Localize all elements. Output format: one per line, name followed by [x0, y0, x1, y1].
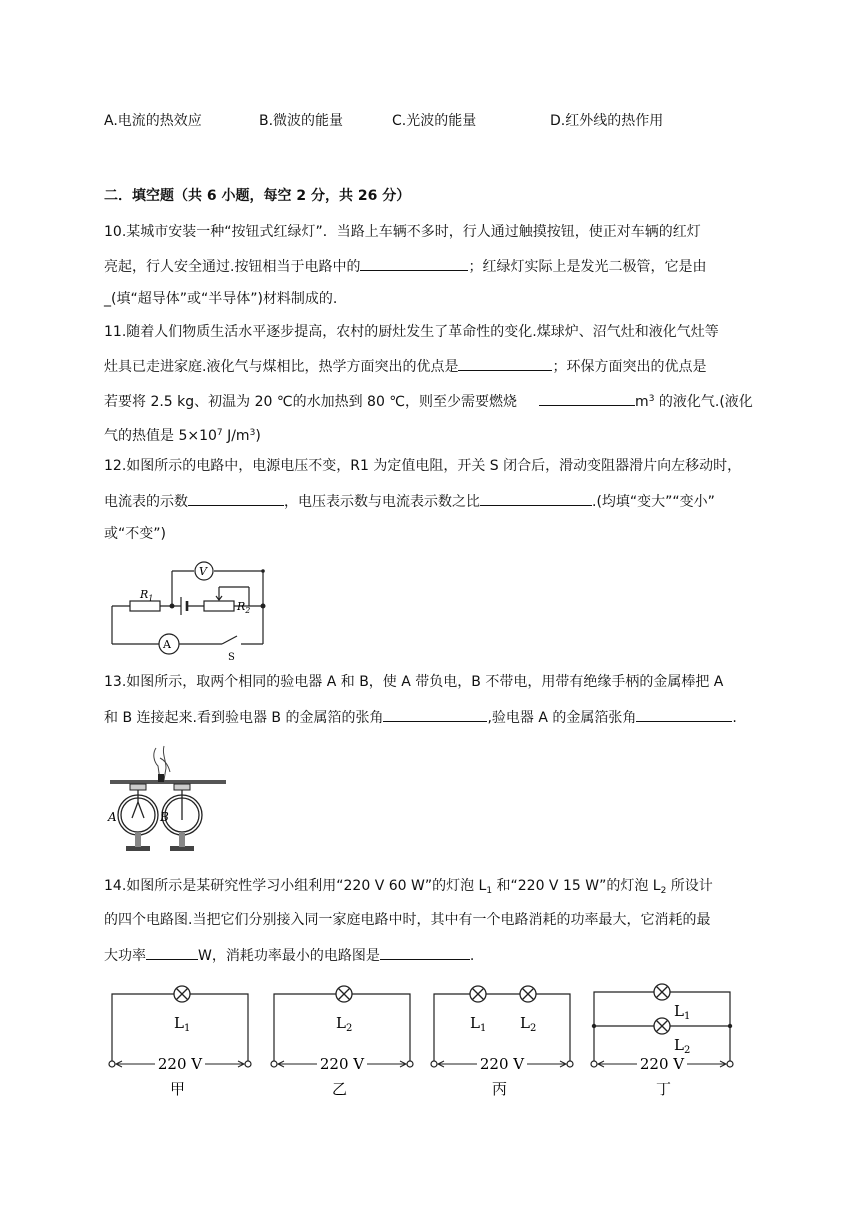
- circuit-jia: [109, 986, 251, 1098]
- bulb-l2-label: $L_2$: [674, 1036, 691, 1056]
- q14-text-b: 和“220 V 15 W”的灯泡 L: [492, 878, 661, 894]
- q12-line2: [104, 490, 715, 512]
- q11-text-e: 气的热值是 5×10: [104, 428, 217, 444]
- switch-label: S: [228, 652, 235, 663]
- q13-line1: 13.如图所示，取两个相同的验电器 A 和 B，使 A 带负电，B 不带电，用带有绝缘手柄的金属棒把 A: [104, 674, 724, 690]
- q12-circuit-figure: [104, 556, 274, 666]
- answer-blank[interactable]: [380, 944, 470, 960]
- answer-blank[interactable]: [360, 255, 468, 271]
- q11-line3: [104, 389, 753, 412]
- q10-text-b: ；红绿灯实际上是发光二极管，它是由: [468, 259, 707, 275]
- q14-text-f: .: [469, 948, 475, 964]
- q12-text-a: 电流表的示数: [104, 494, 188, 510]
- q11-text-d: 的液化气.(液化: [654, 394, 753, 410]
- answer-blank[interactable]: [480, 490, 592, 506]
- r1-label: $R_1$: [140, 588, 154, 603]
- electroscope-a-label: A: [108, 810, 117, 824]
- q14-text-a: 14.如图所示是某研究性学习小组利用“220 V 60 W”的灯泡 L: [104, 878, 487, 894]
- q10-line3: _(填“超导体”或“半导体”)材料制成的.: [104, 291, 338, 307]
- answer-blank[interactable]: [458, 355, 552, 371]
- q14-text-d: 大功率: [104, 948, 146, 964]
- option-c: C.光波的能量: [392, 113, 477, 129]
- q10-line2: [104, 255, 706, 277]
- answer-blank[interactable]: [383, 706, 487, 722]
- circuit-yi: [271, 986, 413, 1098]
- circuit-name: 丙: [492, 1080, 508, 1098]
- ammeter-label: A: [163, 638, 171, 651]
- q11-line4: [104, 423, 261, 446]
- q13-text-c: .: [732, 710, 737, 726]
- q11-text-b: ；环保方面突出的优点是: [552, 359, 707, 375]
- q11-line1: 11.随着人们物质生活水平逐步提高，农村的厨灶发生了革命性的变化.煤球炉、沼气灶和液化气灶等: [104, 324, 719, 340]
- bulb-l2-label: $L_2$: [336, 1014, 353, 1034]
- voltage-label: 220 V: [479, 1055, 525, 1073]
- q10-line1: 10.某城市安装一种“按钮式红绿灯”．当路上车辆不多时，行人通过触摸按钮，使正对车辆的红灯: [104, 224, 701, 240]
- q12-text-c: .(均填“变大”“变小”: [592, 494, 715, 510]
- q12-line3: 或“不变”): [104, 526, 166, 542]
- answer-blank[interactable]: [146, 944, 198, 960]
- bulb-l2-label: $L_2$: [520, 1014, 537, 1034]
- q14-text-c: 所设计: [666, 878, 713, 894]
- q11-text-g: ): [255, 428, 261, 444]
- voltage-label: 220 V: [319, 1055, 365, 1073]
- section-header: 二．填空题（共 6 小题，每空 2 分，共 26 分）: [104, 188, 411, 204]
- q13-text-a: 和 B 连接起来.看到验电器 B 的金属箔的张角: [104, 710, 384, 726]
- four-circuits-figure: [100, 976, 750, 1098]
- electroscope-b-label: B: [160, 810, 169, 824]
- answer-blank[interactable]: [636, 706, 732, 722]
- q13-line2: [104, 706, 737, 728]
- answer-blank[interactable]: [188, 490, 284, 506]
- q12-text-b: ，电压表示数与电流表示数之比: [284, 494, 480, 510]
- q13-text-b: ,验电器 A 的金属箔张角: [487, 710, 637, 726]
- q14-text-e: W，消耗功率最小的电路图是: [198, 948, 380, 964]
- circuit-bing: [431, 986, 573, 1098]
- q11-exp: 7: [216, 428, 223, 438]
- circuit-name: 乙: [332, 1080, 348, 1098]
- bulb-l1-label: $L_1$: [674, 1002, 691, 1022]
- option-a: A.电流的热效应: [104, 113, 202, 129]
- q12-line1: 12.如图所示的电路中，电源电压不变，R1 为定值电阻，开关 S 闭合后，滑动变阻器滑片向左移动时，: [104, 458, 742, 474]
- q11-unit-sup: 3: [648, 394, 655, 404]
- answer-blank[interactable]: [539, 390, 635, 406]
- circuit-name: 甲: [170, 1080, 186, 1098]
- electroscope-figure: [108, 740, 228, 860]
- q14-line3: [104, 944, 474, 966]
- circuit-ding: [591, 984, 733, 1098]
- q14-sub2: 2: [660, 886, 667, 896]
- q11-text-c: 若要将 2.5 kg、初温为 20 ℃的水加热到 80 ℃，则至少需要燃烧: [104, 394, 518, 410]
- q11-unit: m: [635, 394, 649, 410]
- bulb-l1-label: $L_1$: [174, 1014, 191, 1034]
- option-d: D.红外线的热作用: [550, 113, 664, 129]
- q11-exp2: 3: [249, 428, 256, 438]
- q14-sub1: 1: [486, 886, 493, 896]
- q11-text-f: J/m: [222, 428, 250, 444]
- voltage-label: 220 V: [157, 1055, 203, 1073]
- q11-text-a: 灶具已走进家庭.液化气与煤相比，热学方面突出的优点是: [104, 359, 459, 375]
- voltmeter-label: V: [199, 565, 207, 578]
- q14-line1: [104, 876, 713, 901]
- q14-line2: 的四个电路图.当把它们分别接入同一家庭电路中时，其中有一个电路消耗的功率最大，它消耗的最: [104, 912, 711, 928]
- voltage-label: 220 V: [639, 1055, 685, 1073]
- r2-label: $R_2$: [237, 600, 251, 615]
- option-b: B.微波的能量: [259, 113, 344, 129]
- circuit-name: 丁: [656, 1080, 672, 1098]
- bulb-l1-label: $L_1$: [470, 1014, 487, 1034]
- q10-text-a: 亮起，行人安全通过.按钮相当于电路中的: [104, 259, 361, 275]
- q11-line2: [104, 355, 706, 377]
